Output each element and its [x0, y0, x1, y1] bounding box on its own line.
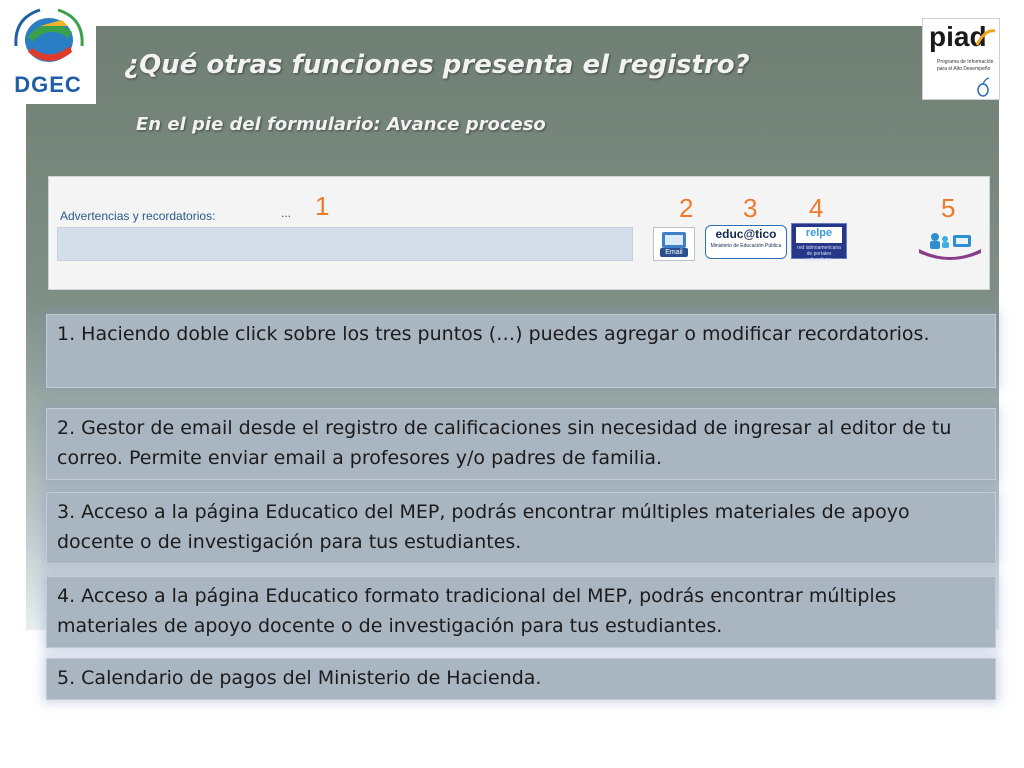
piad-swoosh-icon — [975, 27, 997, 49]
email-button[interactable] — [653, 227, 695, 261]
relpe-button[interactable] — [791, 223, 847, 263]
piad-tagline: Programa de Información para el Alto Desempeño — [937, 59, 994, 72]
note-4: 4. Acceso a la página Educatico formato tradicional del MEP, podrás encontrar múltiples materiales de apoyo docente o de investigación para tus estudiantes. — [46, 576, 996, 648]
dgec-wordmark: DGEC — [14, 72, 82, 97]
educatico-label: educ@tico — [715, 227, 777, 241]
callout-number-3: 3 — [743, 193, 758, 223]
form-footer-screenshot — [48, 176, 990, 290]
note-3: 3. Acceso a la página Educatico del MEP, podrás encontrar múltiples materiales de apoyo docente o de investigación para tus estudiantes. — [46, 492, 996, 564]
note-1: 1. Haciendo doble click sobre los tres puntos (…) puedes agregar o modificar recordatorios. — [46, 314, 996, 388]
piad-logo — [922, 18, 1000, 100]
mouse-icon — [973, 77, 993, 97]
callout-number-4: 4 — [809, 193, 824, 223]
educatico-sublabel: Ministerio de Educación Pública — [710, 243, 782, 249]
note-5: 5. Calendario de pagos del Ministerio de Hacienda. — [46, 658, 996, 700]
calendar-payments-icon — [915, 227, 985, 261]
relpe-label: relpe — [805, 227, 833, 239]
piad-wordmark: piad — [929, 21, 987, 52]
note-2: 2. Gestor de email desde el registro de calificaciones sin necesidad de ingresar al editor de tu correo. Permite enviar email a profesores y/o padres de familia. — [46, 408, 996, 480]
callout-number-2: 2 — [679, 193, 694, 223]
callout-number-5: 5 — [941, 193, 956, 223]
relpe-sublabel: red latinoamericana de portales educativos — [797, 245, 841, 263]
email-icon-label: Email — [665, 249, 683, 256]
dgec-globe-icon — [10, 6, 88, 72]
dgec-logo — [0, 0, 96, 104]
callout-number-1: 1 — [315, 191, 330, 221]
calendar-payments-button[interactable] — [915, 227, 985, 261]
slide-title: ¿Qué otras funciones presenta el registro? — [124, 50, 750, 80]
reminders-dots-button[interactable]: ... — [281, 206, 292, 220]
reminders-label: Advertencias y recordatorios: — [60, 209, 216, 223]
educatico-button[interactable] — [705, 225, 787, 259]
slide-subtitle: En el pie del formulario: Avance proceso — [136, 114, 546, 135]
reminders-field[interactable] — [57, 227, 633, 261]
